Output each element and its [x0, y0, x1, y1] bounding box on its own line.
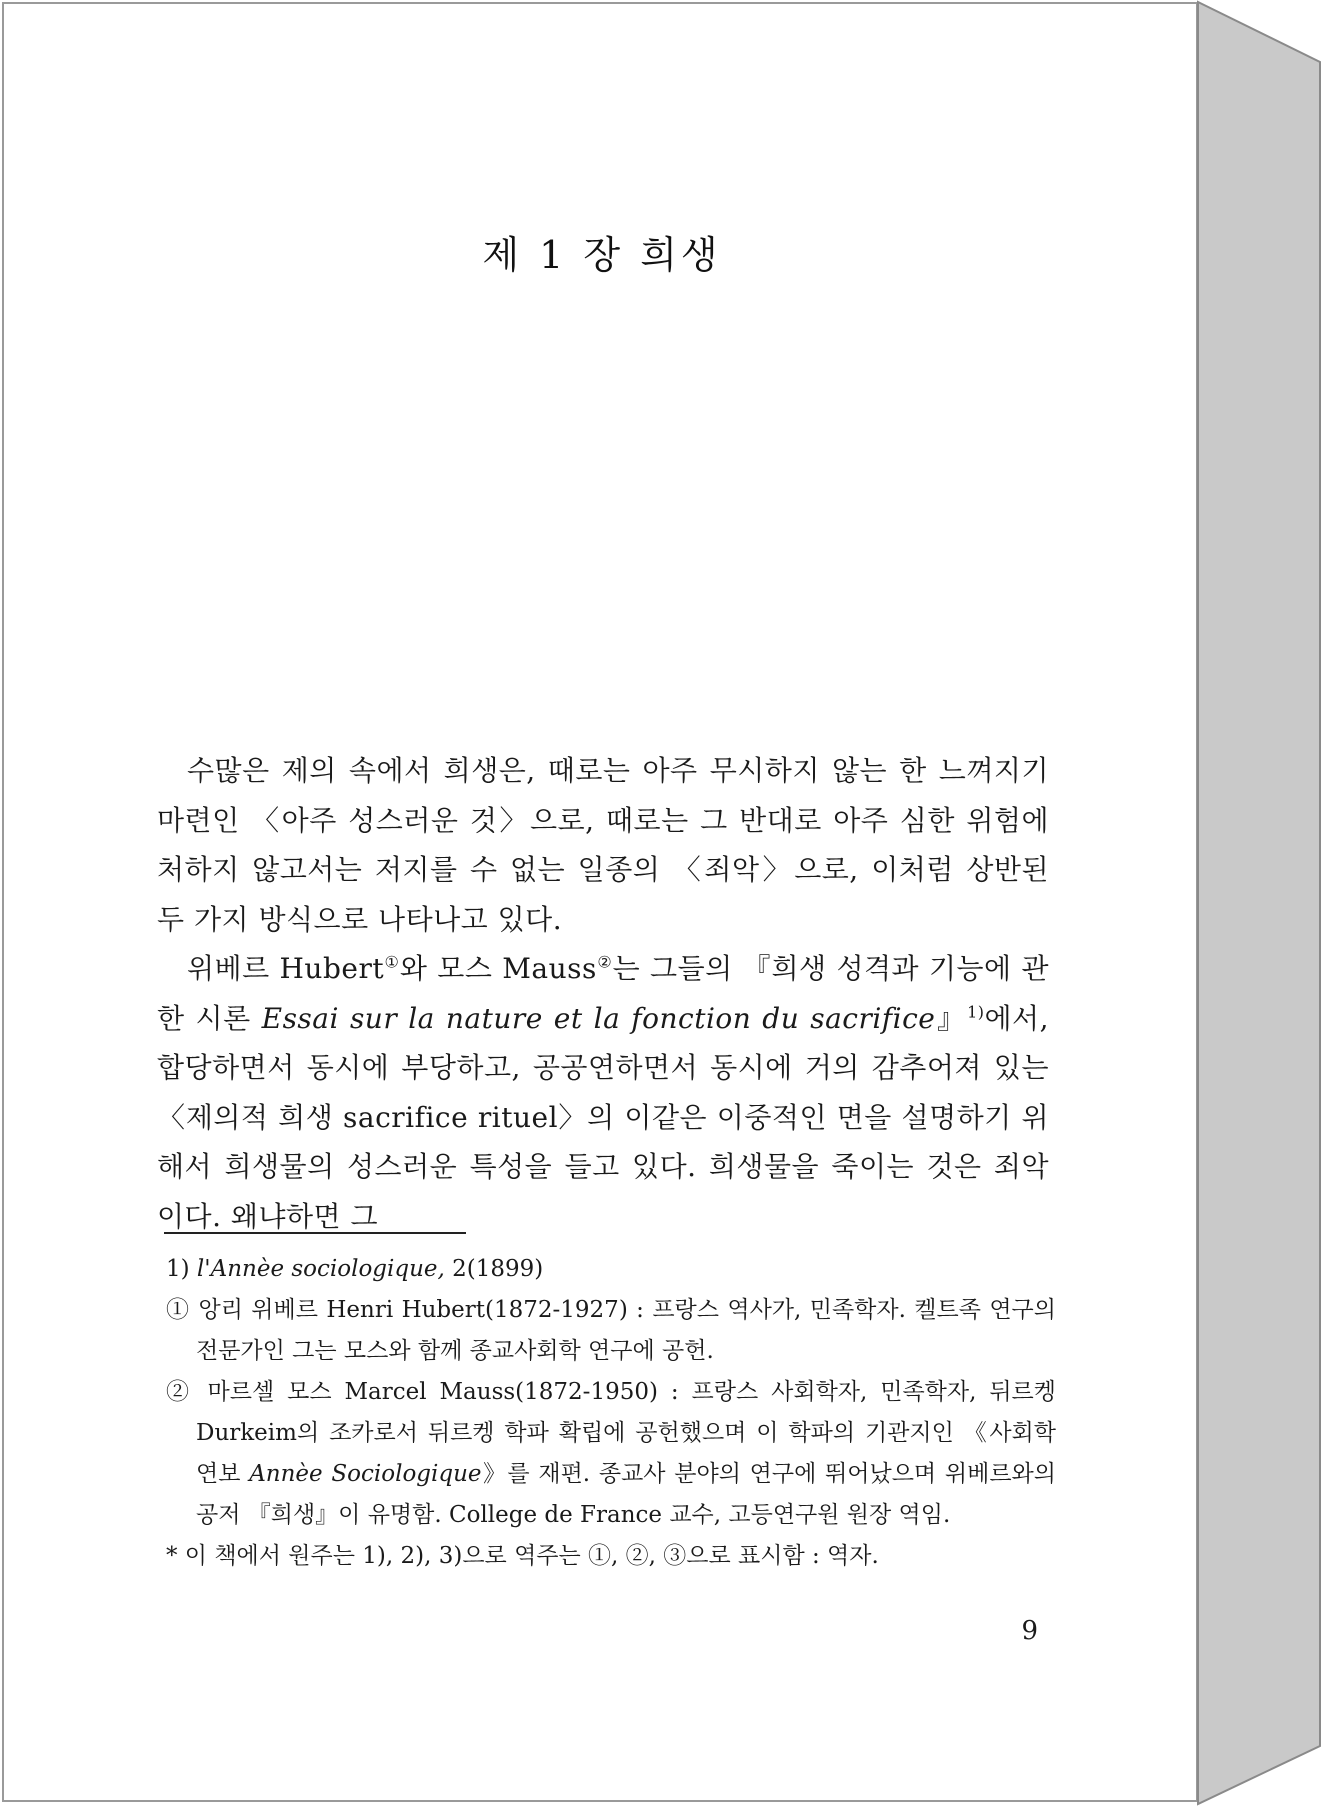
page-face — [2, 2, 1198, 1802]
page-stack-edge — [1196, 0, 1322, 1806]
paragraph-1: 수많은 제의 속에서 희생은, 때로는 아주 무시하지 않는 한 느껴지기 마련인 〈아주 성스러운 것〉으로, 때로는 그 반대로 아주 심한 위험에 처하지 않고서는 저지를 수 없는 일종의 〈죄악〉으로, 이처럼 상반된 두 가지 방식으로 나타나고 있다. — [157, 754, 1049, 936]
paragraph-2-part-d: 』 — [935, 1001, 968, 1035]
page-number: 9 — [1021, 1616, 1038, 1646]
paragraph-2-part-c: 는 그들의 『희생 성격과 기능에 관한 시론 — [157, 952, 1049, 1035]
paragraph-2-part-b: 와 모스 Mauss — [399, 952, 597, 985]
footnotes — [166, 1249, 1056, 1577]
footnote-divider — [164, 1232, 466, 1234]
footnote-1-label: 1) — [166, 1256, 197, 1282]
footnote-4: * 이 책에서 원주는 1), 2), 3)으로 역주는 ①, ②, ③으로 표시함 : 역자. — [166, 1543, 879, 1569]
author-note-ref-1: 1) — [967, 1002, 985, 1022]
footnote-3 — [166, 1372, 1056, 1536]
body-text — [157, 746, 1049, 1241]
footnote-3-part-a: ② 마르셀 모스 Marcel Mauss(1872-1950) : 프랑스 사회학자, 민족학자, 뒤르켕 Durkeim의 조카로서 뒤르켕 학파 확립에 공헌했으며 이 학파의 기관지인 《사회학 연보 — [166, 1379, 1056, 1487]
paragraph-2-part-a: 위베르 Hubert — [187, 952, 385, 985]
footnote-2: ① 앙리 위베르 Henri Hubert(1872-1927) : 프랑스 역사가, 민족학자. 켈트족 연구의 전문가인 그는 모스와 함께 종교사회학 연구에 공헌. — [166, 1297, 1056, 1364]
translator-note-ref-2: ② — [596, 952, 613, 972]
book-title-italic: Essai sur la nature et la fonction du sacrifice — [261, 1001, 936, 1035]
footnote-1-italic: l'Annèe sociologique, — [196, 1256, 445, 1282]
footnote-3-part-b: 》를 재편. 종교사 분야의 연구에 뛰어났으며 위베르와의 공저 『희생』이 유명함. College de France 교수, 고등연구원 원장 역임. — [196, 1461, 1056, 1528]
paragraph-2-part-e: 에서, 합당하면서 동시에 부당하고, 공공연하면서 동시에 거의 감추어져 있는 〈제의적 희생 sacrifice rituel〉의 이같은 이중적인 면을 설명하기 위해서 희생물의 성스러운 특성을 들고 있다. 희생물을 죽이는 것은 죄악이다. 왜냐하면 그 — [157, 1001, 1049, 1233]
footnote-1-rest: 2(1899) — [444, 1256, 544, 1282]
chapter-title: 제 1 장 희생 — [482, 233, 722, 277]
footnote-3-italic: Annèe Sociologique — [249, 1461, 482, 1487]
footnote-1 — [166, 1249, 1056, 1290]
page-stack-edge-shape — [1196, 0, 1322, 1806]
translator-note-ref-1: ① — [384, 952, 400, 972]
paragraph-2 — [157, 944, 1049, 1241]
